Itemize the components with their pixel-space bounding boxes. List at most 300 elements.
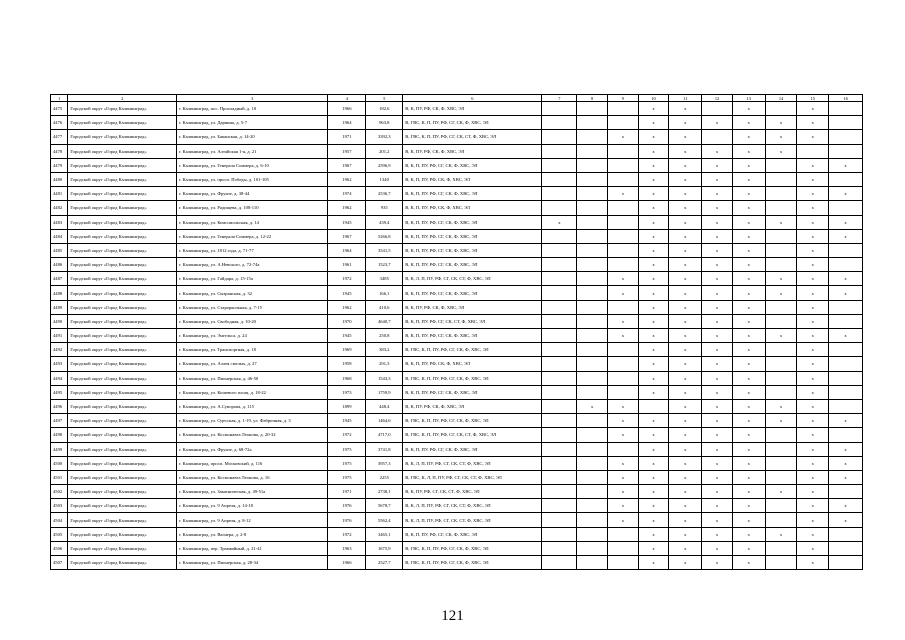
works-cell: В, К, П, ПУ, РФ, СГ, СК, Ф, ХВС, ЭЛ [403,527,542,541]
area-cell: 3485 [366,272,403,286]
municipality-cell: Городской округ «Город Калининград» [68,215,177,229]
mark-cell: x [607,499,638,513]
address-cell: г. Калининград, ул. Свободная, д. 10-20 [176,314,328,328]
area-cell: 1675,9 [366,541,403,555]
works-cell: В, К, Л, П, ПУ, РФ, СГ, СК, СТ, Ф, ХВС, ЭЛ [403,513,542,527]
row-number-cell: 4489 [51,300,68,314]
column-number-cell: 14 [765,95,797,102]
mark-cell: x [797,102,829,116]
municipality-cell: Городской округ «Город Калининград» [68,300,177,314]
mark-cell: x [797,243,829,257]
row-number-cell: 4477 [51,130,68,144]
mark-cell [542,187,577,201]
year-cell: 1975 [328,442,366,456]
mark-cell [577,314,608,328]
mark-cell: x [765,399,797,413]
mark-cell [577,414,608,428]
mark-cell: x [702,144,733,158]
year-cell: 1970 [328,314,366,328]
mark-cell [542,258,577,272]
mark-cell: x [638,470,669,484]
municipality-cell: Городской округ «Город Калининград» [68,485,177,499]
table-row [51,102,863,116]
mark-cell: x [732,272,765,286]
mark-cell [765,470,797,484]
row-number-cell: 4487 [51,272,68,286]
mark-cell: x [797,215,829,229]
year-cell: 1971 [328,485,366,499]
municipality-cell: Городской округ «Город Калининград» [68,272,177,286]
mark-cell: x [638,272,669,286]
mark-cell [829,428,863,442]
mark-cell: x [669,442,702,456]
mark-cell [829,102,863,116]
works-cell: В, ГВС, К, П, ПУ, РФ, СГ, СК, Ф, ХВС, ЭЛ [403,371,542,385]
mark-cell [607,243,638,257]
column-number-cell: 15 [797,95,829,102]
mark-cell [542,300,577,314]
mark-cell: x [732,499,765,513]
mark-cell [542,172,577,186]
mark-cell: x [732,215,765,229]
mark-cell: x [732,428,765,442]
mark-cell: x [669,258,702,272]
row-number-cell: 4503 [51,499,68,513]
mark-cell: x [638,187,669,201]
address-cell: г. Калининград, ул. Одесская, д. 1-19, ул. Фабричная, д. 3 [176,414,328,428]
mark-cell: x [607,456,638,470]
mark-cell: x [732,286,765,300]
area-cell: 1759,9 [366,385,403,399]
mark-cell: x [607,399,638,413]
mark-cell: x [638,513,669,527]
mark-cell: x [797,116,829,130]
mark-cell: x [669,144,702,158]
mark-cell: x [638,102,669,116]
area-cell: 201,2 [366,144,403,158]
year-cell: 1967 [328,229,366,243]
mark-cell: x [702,272,733,286]
year-cell: 1972 [328,272,366,286]
municipality-cell: Городской округ «Город Калининград» [68,385,177,399]
mark-cell: x [797,229,829,243]
mark-cell [829,371,863,385]
mark-cell: x [669,272,702,286]
mark-cell [829,343,863,357]
address-cell: г. Калининград, ул. Генерала Соммера, д. 6-10 [176,158,328,172]
year-cell: 1957 [328,144,366,158]
column-number-cell: 11 [669,95,702,102]
mark-cell: x [797,272,829,286]
works-cell: В, ГВС, К, Л, П, ПУ, РФ, СГ, СК, СТ, Ф, ХВС, ЭЛ [403,470,542,484]
address-cell: г. Калининград, ул. Пионерская, д. 46-50 [176,371,328,385]
address-cell: г. Калининград, ул. Алтайская 1-я, д. 21 [176,144,328,158]
year-cell: 1962 [328,172,366,186]
mark-cell: x [638,286,669,300]
mark-cell [765,499,797,513]
mark-cell: x [732,187,765,201]
year-cell: 1945 [328,329,366,343]
mark-cell: x [638,116,669,130]
mark-cell: x [702,442,733,456]
mark-cell: x [702,541,733,555]
mark-cell: x [702,215,733,229]
mark-cell: x [702,314,733,328]
mark-cell: x [542,215,577,229]
address-cell: г. Калининград, пер. Трамвайный, д. 21-41 [176,541,328,555]
mark-cell: x [607,329,638,343]
year-cell: 1972 [328,428,366,442]
row-number-cell: 4498 [51,428,68,442]
mark-cell: x [702,485,733,499]
mark-cell [577,144,608,158]
mark-cell [577,541,608,555]
mark-cell: x [669,187,702,201]
mark-cell: x [797,385,829,399]
mark-cell [607,300,638,314]
municipality-cell: Городской округ «Город Калининград» [68,314,177,328]
mark-cell: x [797,158,829,172]
area-cell: 2255 [366,470,403,484]
mark-cell: x [669,371,702,385]
address-cell: г. Калининград, ул. Кошевого площ. д. 18-22 [176,385,328,399]
mark-cell: x [797,527,829,541]
mark-cell: x [797,286,829,300]
mark-cell [607,116,638,130]
municipality-cell: Городской округ «Город Калининград» [68,428,177,442]
mark-cell [765,314,797,328]
table-row [51,258,863,272]
year-cell: 1969 [328,343,366,357]
mark-cell: x [669,485,702,499]
year-cell: 1976 [328,513,366,527]
row-number-cell: 4482 [51,201,68,215]
mark-cell: x [638,158,669,172]
mark-cell: x [732,527,765,541]
mark-cell [829,243,863,257]
mark-cell: x [702,357,733,371]
works-cell: В, К, П, ПУ, РФ, СК, Ф, ХВС, ЭЛ [403,172,542,186]
mark-cell: x [669,158,702,172]
mark-cell [542,130,577,144]
mark-cell [607,215,638,229]
municipality-cell: Городской округ «Город Калининград» [68,399,177,413]
works-cell: В, К, П, ПУ, РФ, СГ, СК, СТ, Ф, ХВС, ЭЛ [403,314,542,328]
year-cell: 1974 [328,187,366,201]
row-number-cell: 4499 [51,442,68,456]
mark-cell [577,215,608,229]
mark-cell: x [669,513,702,527]
mark-cell: x [765,116,797,130]
row-number-cell: 4483 [51,215,68,229]
works-cell: В, К, П, ПУ, РФ, СГ, СК, Ф, ХВС, ЭЛ [403,229,542,243]
mark-cell: x [669,527,702,541]
mark-cell: x [669,399,702,413]
mark-cell [577,229,608,243]
mark-cell: x [732,513,765,527]
page-number: 121 [441,608,464,624]
address-cell: г. Калининград, ул. Космонавта Леонова, д. 16 [176,470,328,484]
mark-cell [607,258,638,272]
mark-cell: x [797,343,829,357]
mark-cell: x [732,414,765,428]
year-cell: 1899 [328,399,366,413]
mark-cell: x [638,243,669,257]
mark-cell: x [765,286,797,300]
row-number-cell: 4496 [51,399,68,413]
mark-cell: x [607,130,638,144]
works-cell: В, К, П, ПУ, РФ, СГ, СК, Ф, ХВС, ЭЛ [403,258,542,272]
mark-cell: x [669,130,702,144]
municipality-cell: Городской округ «Город Калининград» [68,144,177,158]
mark-cell: x [797,130,829,144]
row-number-cell: 4491 [51,329,68,343]
mark-cell: x [732,357,765,371]
column-number-cell: 13 [732,95,765,102]
mark-cell [577,470,608,484]
works-cell: В, К, Л, П, ПУ, РФ, СГ, СК, СТ, Ф, ХВС, ЭЛ [403,499,542,513]
mark-cell [829,130,863,144]
municipality-cell: Городской округ «Город Калининград» [68,541,177,555]
mark-cell: x [797,357,829,371]
mark-cell [542,399,577,413]
column-number-cell: 8 [577,95,608,102]
table-row [51,201,863,215]
mark-cell: x [829,286,863,300]
municipality-cell: Городской округ «Город Калининград» [68,513,177,527]
year-cell: 1972 [328,527,366,541]
mark-cell: x [797,470,829,484]
mark-cell: x [607,428,638,442]
works-cell: В, ГВС, К, П, ПУ, РФ, СГ, СК, Ф, ХВС, ЭЛ [403,116,542,130]
mark-cell: x [702,456,733,470]
table-row [51,541,863,555]
row-number-cell: 4485 [51,243,68,257]
table-row [51,499,863,513]
mark-cell [542,357,577,371]
mark-cell: x [607,314,638,328]
table-row [51,116,863,130]
mark-cell: x [702,158,733,172]
works-cell: В, К, П, ПУ, РФ, СГ, СК, Ф, ХВС, ЭЛ [403,442,542,456]
year-cell: 1968 [328,371,366,385]
mark-cell: x [765,485,797,499]
row-number-cell: 4478 [51,144,68,158]
works-cell: В, К, Л, П, ПУ, РФ, СГ, СК, СТ, Ф, ХВС, ЭЛ [403,456,542,470]
mark-cell: x [829,470,863,484]
address-cell: г. Калининград, ул. Гайдара, д. 15-15а [176,272,328,286]
works-cell: В, К, П, ПУ, РФ, СГ, СК, Ф, ХВС, ЭЛ [403,243,542,257]
mark-cell [577,556,608,570]
mark-cell: x [797,201,829,215]
address-cell: г. Калининград, ул. Закатническая, д. 49-51а [176,485,328,499]
works-cell: В, К, П, ПУ, РФ, СГ, СК, Ф, ХВС, ЭЛ [403,329,542,343]
table-row [51,158,863,172]
row-number-cell: 4484 [51,229,68,243]
area-cell: 1523,7 [366,258,403,272]
mark-cell: x [638,258,669,272]
area-cell: 1464,6 [366,414,403,428]
row-number-cell: 4492 [51,343,68,357]
mark-cell [607,158,638,172]
area-cell: 439,4 [366,215,403,229]
mark-cell [577,527,608,541]
mark-cell [607,229,638,243]
mark-cell [577,329,608,343]
mark-cell [577,371,608,385]
row-number-cell: 4475 [51,102,68,116]
mark-cell: x [669,172,702,186]
mark-cell: x [732,470,765,484]
mark-cell [542,541,577,555]
mark-cell: x [702,499,733,513]
table-row [51,428,863,442]
mark-cell: x [732,258,765,272]
year-cell: 1958 [328,357,366,371]
table-row [51,385,863,399]
mark-cell [542,329,577,343]
area-cell: 166,1 [366,286,403,300]
mark-cell: x [702,371,733,385]
mark-cell [765,258,797,272]
mark-cell: x [638,300,669,314]
area-cell: 291,3 [366,357,403,371]
mark-cell: x [638,485,669,499]
table-row [51,343,863,357]
table-row [51,442,863,456]
address-cell: г. Калининград, ул. Космонавта Леонова, д. 20-32 [176,428,328,442]
mark-cell: x [638,371,669,385]
area-cell: 2596,9 [366,158,403,172]
row-number-cell: 4507 [51,556,68,570]
mark-cell [797,144,829,158]
mark-cell [542,456,577,470]
municipality-cell: Городской округ «Город Калининград» [68,130,177,144]
mark-cell: x [669,428,702,442]
mark-cell [577,513,608,527]
mark-cell [765,187,797,201]
mark-cell [607,371,638,385]
mark-cell: x [702,329,733,343]
mark-cell [577,428,608,442]
mark-cell [829,300,863,314]
year-cell: 1976 [328,499,366,513]
mark-cell [577,258,608,272]
mark-cell [765,102,797,116]
mark-cell: x [702,399,733,413]
mark-cell [765,385,797,399]
year-cell: 1967 [328,158,366,172]
mark-cell [542,343,577,357]
mark-cell [577,286,608,300]
row-number-cell: 4486 [51,258,68,272]
municipality-cell: Городской округ «Город Калининград» [68,229,177,243]
mark-cell [765,556,797,570]
mark-cell: x [669,556,702,570]
mark-cell: x [829,215,863,229]
address-cell: г. Калининград, ул. Дарвина, д. 5-7 [176,116,328,130]
mark-cell: x [765,144,797,158]
mark-cell: x [797,485,829,499]
mark-cell [607,343,638,357]
mark-cell: x [638,527,669,541]
mark-cell: x [732,399,765,413]
mark-cell [829,541,863,555]
mark-cell [829,144,863,158]
year-cell: 1962 [328,300,366,314]
address-cell: г. Калининград, просп. Московский, д. 116 [176,456,328,470]
mark-cell: x [638,144,669,158]
mark-cell: x [732,329,765,343]
area-cell: 182,6 [366,102,403,116]
municipality-cell: Городской округ «Город Калининград» [68,172,177,186]
mark-cell: x [638,541,669,555]
year-cell: 1966 [328,102,366,116]
table-row [51,286,863,300]
mark-cell: x [638,201,669,215]
works-cell: В, К, П, ПУ, РФ, СГ, СК, Ф, ХВС, ЭЛ [403,215,542,229]
mark-cell [607,541,638,555]
year-cell: 1975 [328,470,366,484]
mark-cell: x [607,272,638,286]
mark-cell [607,172,638,186]
mark-cell: x [669,201,702,215]
mark-cell: x [702,243,733,257]
mark-cell [577,172,608,186]
area-cell: 410,6 [366,300,403,314]
table-header-row [51,95,863,102]
municipality-cell: Городской округ «Город Калининград» [68,442,177,456]
table-row [51,556,863,570]
mark-cell: x [638,499,669,513]
column-number-cell: 10 [638,95,669,102]
mark-cell: x [732,442,765,456]
mark-cell: x [829,499,863,513]
area-cell: 250,8 [366,329,403,343]
column-number-cell: 1 [51,95,68,102]
municipality-cell: Городской округ «Город Калининград» [68,499,177,513]
mark-cell [542,144,577,158]
row-number-cell: 4476 [51,116,68,130]
mark-cell: x [669,456,702,470]
mark-cell [542,485,577,499]
municipality-cell: Городской округ «Город Калининград» [68,258,177,272]
mark-cell: x [702,385,733,399]
mark-cell: x [607,187,638,201]
mark-cell [542,371,577,385]
column-number-cell: 4 [328,95,366,102]
table-row [51,456,863,470]
mark-cell: x [638,442,669,456]
mark-cell: x [797,442,829,456]
works-cell: В, ГВС, К, П, ПУ, РФ, СГ, СК, СТ, Ф, ХВС, ЭЛ [403,428,542,442]
mark-cell: x [732,541,765,555]
mark-cell [607,357,638,371]
address-cell: г. Калининград, ул. Генерала Соммера, д. 12-22 [176,229,328,243]
works-cell: В, К, П, ПУ, РФ, СК, Ф, ХВС, ЭЛ [403,357,542,371]
table-row [51,172,863,186]
mark-cell: x [638,314,669,328]
mark-cell: x [797,499,829,513]
mark-cell: x [732,102,765,116]
column-number-cell: 2 [68,95,177,102]
municipality-cell: Городской округ «Город Калининград» [68,243,177,257]
mark-cell: x [797,300,829,314]
mark-cell [702,102,733,116]
mark-cell [765,229,797,243]
works-cell: В, К, П, ПУ, РФ, СГ, СК, Ф, ХВС, ЭЛ [403,385,542,399]
works-cell: В, К, ПУ, РФ, СК, Ф, ХВС, ЭЛ [403,300,542,314]
